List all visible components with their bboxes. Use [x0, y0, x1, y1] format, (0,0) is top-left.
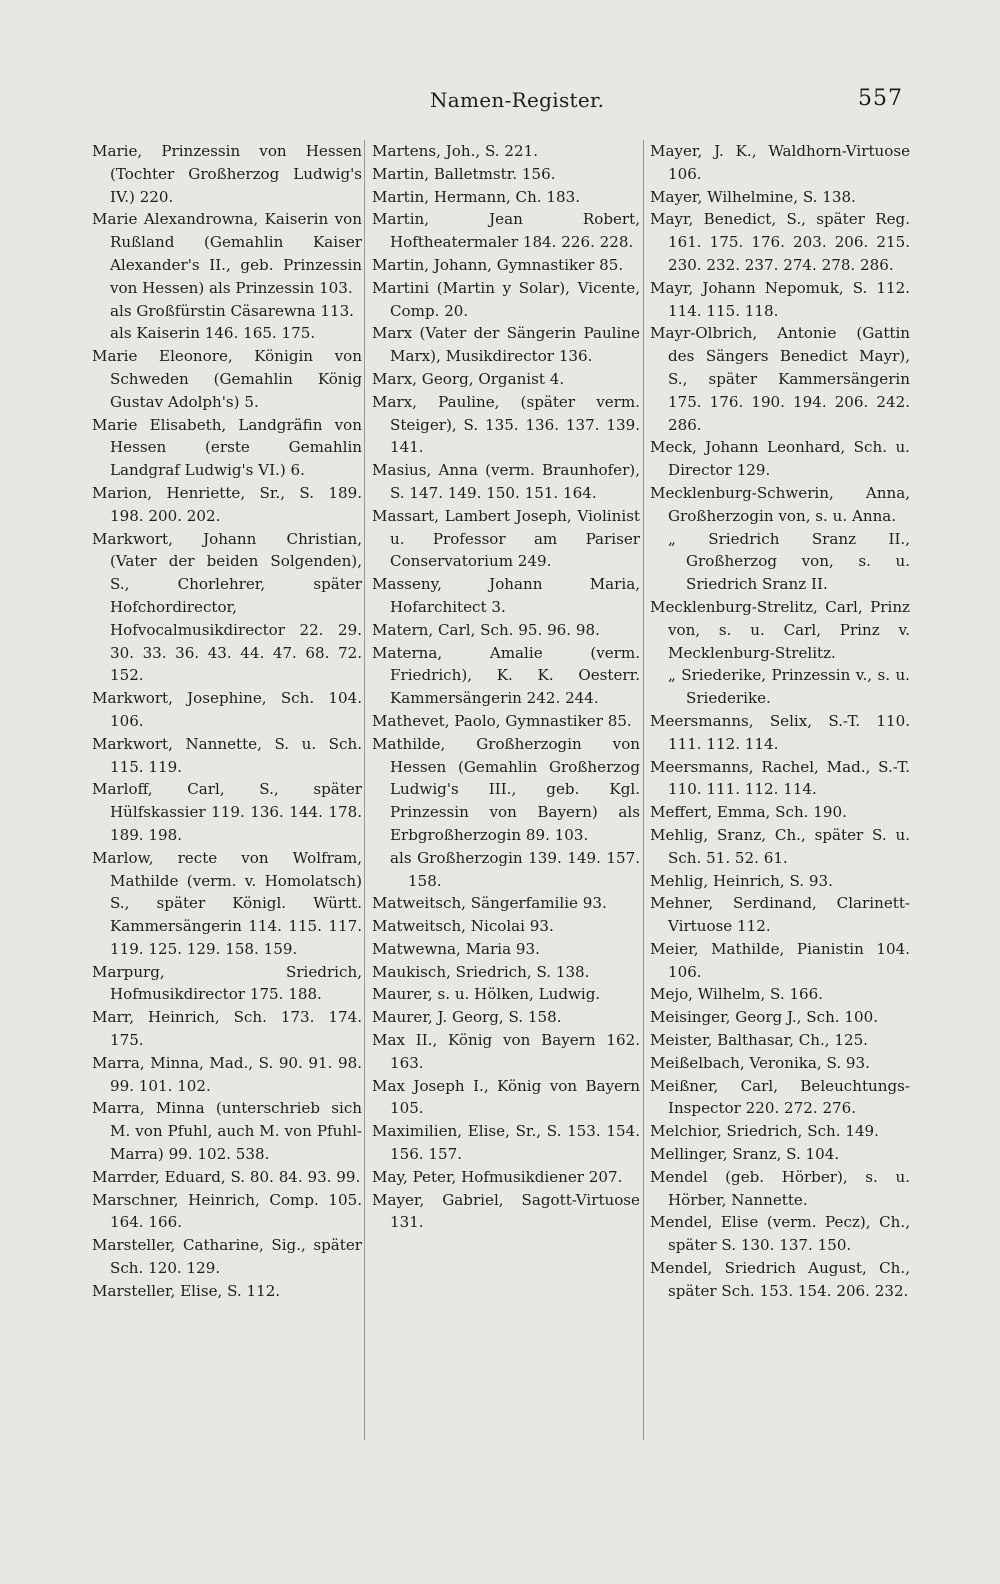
- index-entry: Mecklenburg-Schwerin, Anna, Großherzogin von, s. u. Anna.: [650, 483, 910, 525]
- index-entry: Mayr-Olbrich, Antonie (Gattin des Sängers Benedict Mayr), S., später Kammersängerin 175. 176. 190. 194. 206. 242. 286.: [650, 324, 910, 434]
- column-rule: [643, 140, 644, 1440]
- index-column-3: [650, 140, 910, 1303]
- index-entry: Martin, Jean Robert, Hoftheatermaler 184. 226. 228.: [372, 210, 640, 252]
- index-entry: Marsteller, Catharine, Sig., später Sch. 120. 129.: [92, 1236, 362, 1278]
- index-entry: Mayr, Benedict, S., später Reg. 161. 175. 176. 203. 206. 215. 230. 232. 237. 274. 278. 286.: [650, 210, 910, 274]
- index-entry: Matwewna, Maria 93.: [372, 939, 540, 958]
- index-entry: Marie, Prinzessin von Hessen (Tochter Großherzog Ludwig's IV.) 220.: [92, 142, 362, 206]
- index-entry: Martens, Joh., S. 221.: [372, 142, 538, 160]
- index-entry: Markwort, Johann Christian, (Vater der beiden Solgenden), S., Chorlehrer, später Hofchordirector, Hofvocalmusikdirector 22. 29. 30. 33. 36. 43. 44. 47. 68. 72. 152.: [92, 529, 362, 685]
- index-subentry: „ Sriedrich Sranz II., Großherzog von, s. u. Sriedrich Sranz II.: [668, 529, 910, 594]
- index-entry: Marie Elisabeth, Landgräfin von Hessen (erste Gemahlin Landgraf Ludwig's VI.) 6.: [92, 415, 362, 480]
- index-entry: Marx, Pauline, (später verm. Steiger), S. 135. 136. 137. 139. 141.: [372, 392, 640, 457]
- index-entry: Mayr, Johann Nepomuk, S. 112. 114. 115. 118.: [650, 278, 910, 320]
- index-entry: Masseny, Johann Maria, Hofarchitect 3.: [372, 575, 640, 616]
- index-entry: Meck, Johann Leonhard, Sch. u. Director 129.: [650, 438, 910, 480]
- index-entry: Mendel, Sriedrich August, Ch., später Sch. 153. 154. 206. 232.: [650, 1259, 910, 1300]
- index-entry: Mayer, Wilhelmine, S. 138.: [650, 187, 856, 206]
- index-entry: Matern, Carl, Sch. 95. 96. 98.: [372, 620, 600, 639]
- index-entry: Marion, Henriette, Sr., S. 189. 198. 200. 202.: [92, 483, 362, 525]
- index-entry: Mehner, Serdinand, Clarinett-Virtuose 112.: [650, 894, 910, 936]
- index-entry: Marra, Minna (unterschrieb sich M. von Pfuhl, auch M. von Pfuhl-Marra) 99. 102. 538.: [92, 1099, 362, 1164]
- index-entry: Martin, Johann, Gymnastiker 85.: [372, 255, 624, 274]
- index-entry: Meersmanns, Rachel, Mad., S.-T. 110. 111. 112. 114.: [650, 757, 910, 799]
- index-entry: Max Joseph I., König von Bayern 105.: [372, 1076, 640, 1118]
- index-entry: Mathilde, Großherzogin von Hessen (Gemahlin Großherzog Ludwig's III., geb. Kgl. Prinzessin von Bayern) als Erbgroßherzogin 89. 103.: [372, 734, 640, 844]
- index-entry: Meißner, Carl, Beleuchtungs-Inspector 220. 272. 276.: [650, 1076, 910, 1118]
- index-entry: Meister, Balthasar, Ch., 125.: [650, 1031, 868, 1050]
- index-entry: Mayer, J. K., Waldhorn-Virtuose 106.: [650, 142, 910, 183]
- index-entry: Marlow, recte von Wolfram, Mathilde (verm. v. Homolatsch) S., später Königl. Württ. Kammersängerin 114. 115. 117. 119. 125. 129. 158. 159.: [92, 848, 362, 958]
- index-entry: Maurer, s. u. Hölken, Ludwig.: [372, 985, 601, 1004]
- page-number: 557: [858, 86, 903, 111]
- index-subentry: als Kaiserin 146. 165. 175.: [110, 324, 316, 343]
- index-entry: Martin, Hermann, Ch. 183.: [372, 187, 581, 206]
- column-rule: [364, 140, 365, 1440]
- index-entry: Marie Alexandrowna, Kaiserin von Rußland (Gemahlin Kaiser Alexander's II., geb. Prinzessin von Hessen) als Prinzessin 103.: [92, 210, 362, 297]
- index-entry: Markwort, Nannette, S. u. Sch. 115. 119.: [92, 734, 362, 776]
- index-entry: Max II., König von Bayern 162. 163.: [372, 1031, 640, 1072]
- index-entry: Matweitsch, Nicolai 93.: [372, 917, 554, 936]
- index-entry: Matweitsch, Sängerfamilie 93.: [372, 894, 607, 913]
- index-subentry: „ Sriederike, Prinzessin v., s. u. Sriederike.: [668, 666, 910, 708]
- index-entry: Melchior, Sriedrich, Sch. 149.: [650, 1122, 879, 1141]
- index-entry: Mathevet, Paolo, Gymnastiker 85.: [372, 711, 632, 730]
- index-entry: Meißelbach, Veronika, S. 93.: [650, 1053, 870, 1072]
- index-entry: Mendel (geb. Hörber), s. u. Hörber, Nannette.: [650, 1167, 910, 1209]
- index-entry: Mejo, Wilhelm, S. 166.: [650, 985, 824, 1004]
- index-entry: Maurer, J. Georg, S. 158.: [372, 1008, 562, 1027]
- index-column-2: [372, 140, 640, 1234]
- index-subentry: als Großherzogin 139. 149. 157. 158.: [390, 848, 640, 890]
- index-entry: Massart, Lambert Joseph, Violinist u. Professor am Pariser Conservatorium 249.: [372, 506, 640, 571]
- index-entry: Mellinger, Sranz, S. 104.: [650, 1145, 840, 1164]
- running-head: Namen-Register.: [430, 88, 605, 112]
- index-entry: Markwort, Josephine, Sch. 104. 106.: [92, 689, 362, 730]
- index-entry: Masius, Anna (verm. Braunhofer), S. 147. 149. 150. 151. 164.: [372, 461, 640, 502]
- index-entry: Maximilien, Elise, Sr., S. 153. 154. 156. 157.: [372, 1122, 640, 1164]
- index-column-1: [92, 140, 362, 1303]
- index-entry: May, Peter, Hofmusikdiener 207.: [372, 1167, 623, 1186]
- index-entry: Mehlig, Sranz, Ch., später S. u. Sch. 51. 52. 61.: [650, 825, 910, 867]
- index-entry: Meersmanns, Selix, S.-T. 110. 111. 112. 114.: [650, 711, 910, 753]
- index-entry: Marrder, Eduard, S. 80. 84. 93. 99.: [92, 1167, 361, 1186]
- index-entry: Meffert, Emma, Sch. 190.: [650, 803, 847, 822]
- index-entry: Mayer, Gabriel, Sagott-Virtuose 131.: [372, 1190, 640, 1232]
- index-entry: Meisinger, Georg J., Sch. 100.: [650, 1008, 878, 1027]
- index-entry: Marloff, Carl, S., später Hülfskassier 119. 136. 144. 178. 189. 198.: [92, 780, 362, 844]
- index-entry: Mecklenburg-Strelitz, Carl, Prinz von, s. u. Carl, Prinz v. Mecklenburg-Strelitz.: [650, 597, 910, 662]
- index-entry: Marpurg, Sriedrich, Hofmusikdirector 175. 188.: [92, 962, 362, 1004]
- index-entry: Marx (Vater der Sängerin Pauline Marx), Musikdirector 136.: [372, 324, 640, 366]
- index-entry: Marschner, Heinrich, Comp. 105. 164. 166.: [92, 1190, 362, 1232]
- index-entry: Maukisch, Sriedrich, S. 138.: [372, 962, 590, 981]
- index-entry: Mehlig, Heinrich, S. 93.: [650, 871, 833, 890]
- index-subentry: als Großfürstin Cäsarewna 113.: [110, 301, 354, 320]
- index-entry: Materna, Amalie (verm. Friedrich), K. K. Oesterr. Kammersängerin 242. 244.: [372, 643, 640, 708]
- index-entry: Meier, Mathilde, Pianistin 104. 106.: [650, 939, 910, 981]
- index-entry: Marr, Heinrich, Sch. 173. 174. 175.: [92, 1008, 362, 1050]
- index-entry: Martini (Martin y Solar), Vicente, Comp. 20.: [372, 278, 640, 320]
- index-entry: Martin, Balletmstr. 156.: [372, 164, 556, 183]
- index-entry: Marsteller, Elise, S. 112.: [92, 1281, 281, 1300]
- index-entry: Marie Eleonore, Königin von Schweden (Gemahlin König Gustav Adolph's) 5.: [92, 347, 362, 411]
- index-entry: Mendel, Elise (verm. Pecz), Ch., später S. 130. 137. 150.: [650, 1213, 910, 1255]
- index-entry: Marra, Minna, Mad., S. 90. 91. 98. 99. 101. 102.: [92, 1053, 362, 1095]
- index-entry: Marx, Georg, Organist 4.: [372, 369, 565, 388]
